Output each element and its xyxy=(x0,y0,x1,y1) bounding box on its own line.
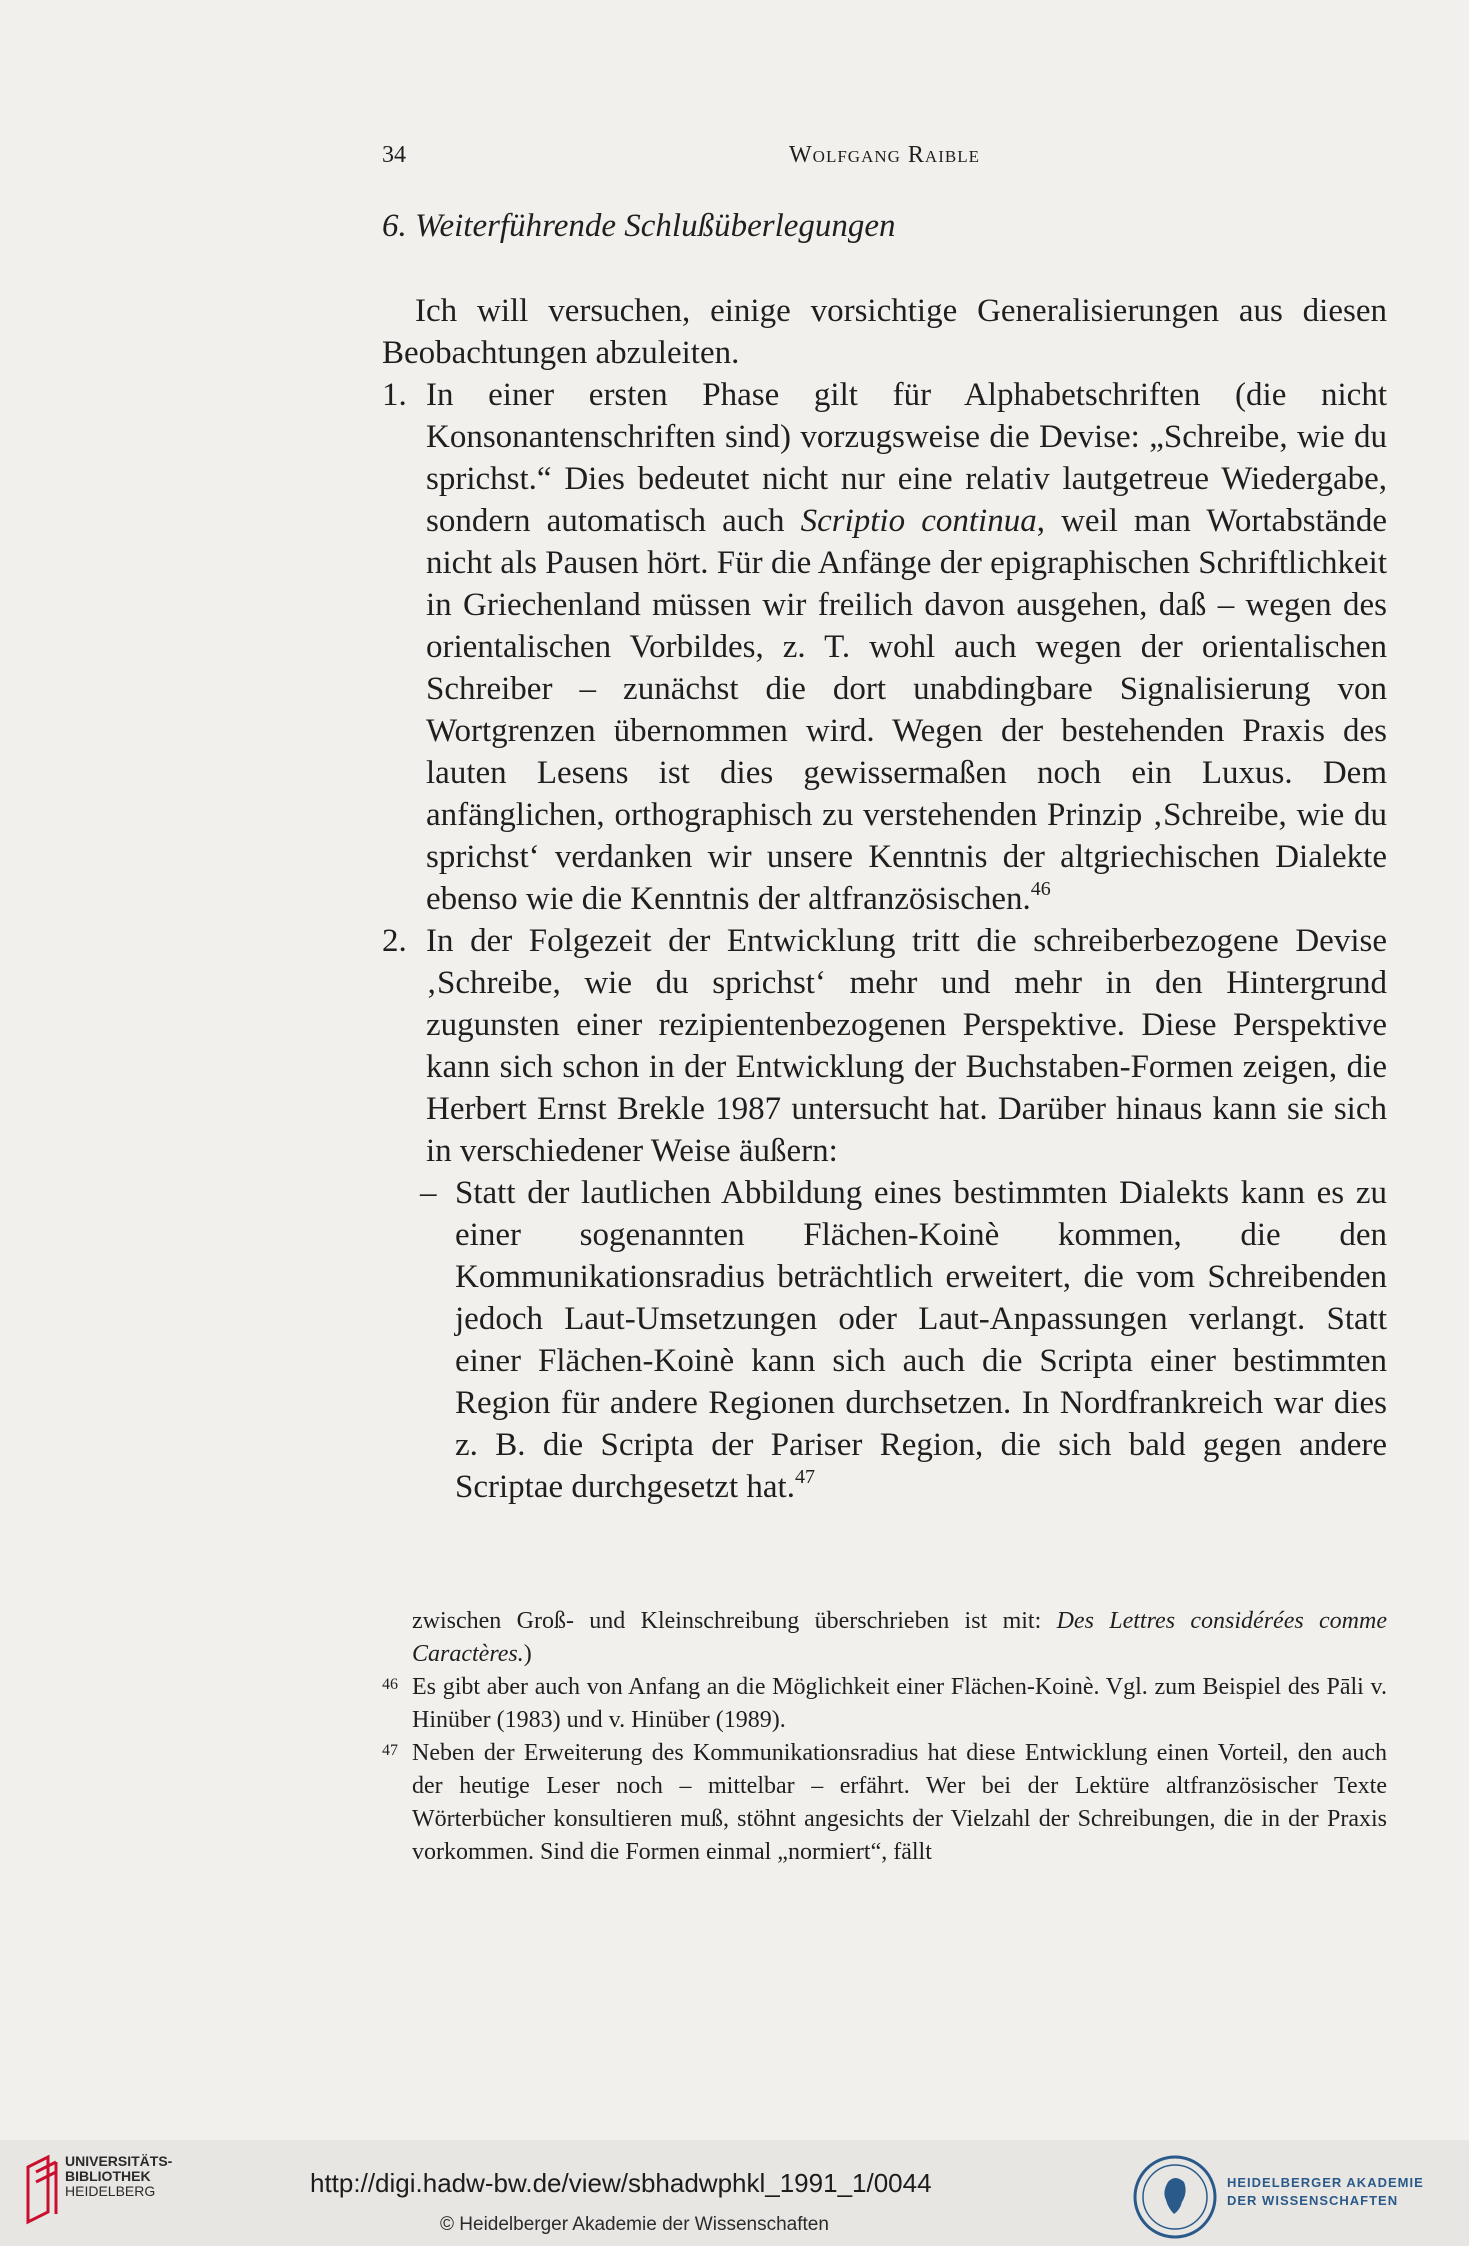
footnote-47 xyxy=(382,1737,1387,1869)
numbered-item-2 xyxy=(382,920,1387,1172)
item-text: Statt der lautlichen Abbildung eines bestimmten Dialekts kann es zu einer sogenannten Flächen-Koinè kommen, die den Kommunikationsradius beträchtlich erweitert, die vom Schreibenden jedoch Laut-Umsetzungen oder Laut-Anpassungen verlangt. Statt einer Flächen-Koinè kann sich auch die Scripta einer bestimmten Region für andere Regionen durchsetzen. In Nordfrankreich war dies z. B. die Scripta der Pariser Region, die sich bald gegen andere Scriptae durchgesetzt hat. xyxy=(455,1175,1387,1505)
footnote-mark: 47 xyxy=(382,1742,398,1759)
academy-seal-icon[interactable] xyxy=(1130,2152,1220,2242)
item-number: 1. xyxy=(382,377,407,413)
italic-title: Des Lettres considérées comme Caractères. xyxy=(412,1608,1387,1667)
footnote-text: ) xyxy=(523,1641,532,1667)
footnote-text: zwischen Groß- und Kleinschreibung überschrieben ist mit: xyxy=(412,1608,1057,1634)
copyright-notice: © Heidelberger Akademie der Wissenschaften xyxy=(440,2214,829,2235)
footer-bar xyxy=(0,2140,1469,2246)
page-number: 34 xyxy=(382,142,406,168)
footnote-ref[interactable]: 47 xyxy=(794,1466,815,1488)
running-author: Wolfgang Raible xyxy=(789,142,980,168)
item-text: In einer ersten Phase gilt für Alphabetschriften (die nicht Konsonantenschriften sind) vorzugsweise die Devise: „Schreibe, wie du sprichst.“ Dies bedeutet nicht nur eine relativ lautgetreue Wiedergabe, sondern automatisch auch xyxy=(426,377,1387,539)
ub-line: BIBLIOTHEK xyxy=(65,2168,151,2184)
footnote-continuation xyxy=(382,1605,1387,1671)
academy-line: HEIDELBERGER AKADEMIE xyxy=(1227,2175,1424,2190)
section-heading: 6. Weiterführende Schlußüberlegungen xyxy=(382,208,896,244)
numbered-item-1 xyxy=(382,374,1387,920)
ub-line: HEIDELBERG xyxy=(65,2183,156,2199)
footnote-text: Es gibt aber auch von Anfang an die Möglichkeit einer Flächen-Koinè. Vgl. zum Beispiel des Pāli v. Hinüber (1983) und v. Hinüber (1989). xyxy=(412,1674,1387,1733)
document-url-link[interactable]: http://digi.hadw-bw.de/view/sbhadwphkl_1991_1/0044 xyxy=(310,2168,932,2198)
footnote-text: Neben der Erweiterung des Kommunikationsradius hat diese Entwicklung einen Vorteil, den auch der heutige Leser noch – mittelbar – erfährt. Wer bei der Lektüre altfranzösischer Texte Wörterbücher konsultieren muß, stöhnt angesichts der Vielzahl der Schreibungen, die in der Praxis vorkommen. Sind die Formen einmal „normiert“, fällt xyxy=(412,1740,1387,1865)
running-head xyxy=(382,142,1387,182)
intro-paragraph: Ich will versuchen, einige vorsichtige Generalisierungen aus diesen Beobachtungen abzuleiten. xyxy=(382,293,1387,371)
footnote-ref[interactable]: 46 xyxy=(1030,878,1051,900)
footnote-mark: 46 xyxy=(382,1676,398,1693)
dash-marker: – xyxy=(420,1175,437,1211)
academy-name xyxy=(1227,2174,1424,2210)
item-text: , weil man Wortabstände nicht als Pausen hört. Für die Anfänge der epigraphischen Schriftlichkeit in Griechenland müssen wir freilich davon ausgehen, daß – wegen des orientalischen Vorbildes, z. T. wohl auch wegen der orientalischen Schreiber – zunächst die dort unabdingbare Signalisierung von Wortgrenzen übernommen wird. Wegen der bestehenden Praxis des lauten Lesens ist dies gewissermaßen noch ein Luxus. Dem anfänglichen, orthographisch zu verstehenden Prinzip ‚Schreibe, wie du sprichst‘ verdanken wir unsere Kenntnis der altgriechischen Dialekte ebenso wie die Kenntnis der altfranzösischen. xyxy=(426,503,1387,917)
ub-line: UNIVERSITÄTS- xyxy=(65,2153,173,2169)
academy-line: DER WISSENSCHAFTEN xyxy=(1227,2193,1399,2208)
item-number: 2. xyxy=(382,923,407,959)
footnote-46 xyxy=(382,1671,1387,1737)
university-library-name xyxy=(65,2154,172,2199)
body-text xyxy=(382,290,1387,1508)
item-text: In der Folgezeit der Entwicklung tritt die schreiberbezogene Devise ‚Schreibe, wie du sprichst‘ mehr und mehr in den Hintergrund zugunsten einer rezipientenbezogenen Perspektive. Diese Perspektive kann sich schon in der Entwicklung der Buchstaben-Formen zeigen, die Herbert Ernst Brekle 1987 untersucht hat. Darüber hinaus kann sie sich in verschiedener Weise äußern: xyxy=(426,923,1387,1169)
italic-term: Scriptio continua xyxy=(800,503,1037,539)
dash-item xyxy=(382,1172,1387,1508)
footnotes xyxy=(382,1605,1387,1869)
